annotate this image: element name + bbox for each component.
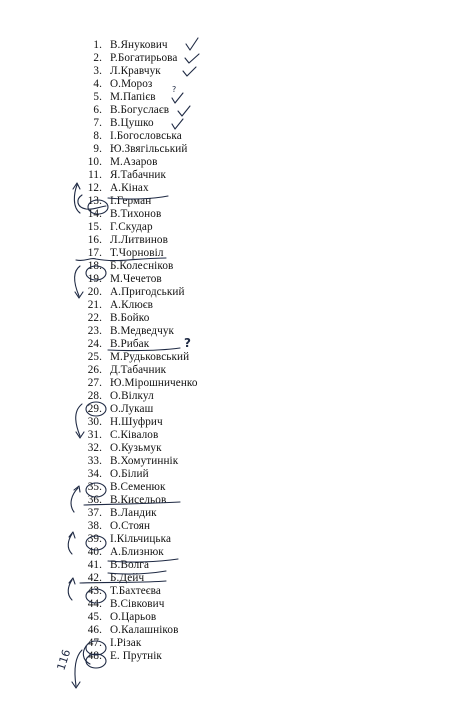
arrow-down-46 — [72, 650, 82, 688]
list-row-number: 47. — [87, 636, 102, 649]
check-mark-6 — [178, 106, 190, 116]
list-row-name: В.Рибак — [110, 337, 150, 350]
list-row-number: 13. — [87, 194, 102, 207]
list-row-number: 33. — [87, 454, 102, 467]
list-row-number: 42. — [87, 571, 102, 584]
list-row-number: 15. — [87, 220, 102, 233]
list-row-number: 36. — [87, 493, 102, 506]
list-row-name: М.Азаров — [110, 155, 158, 168]
list-row-name: С.Ківалов — [110, 428, 159, 441]
margin-number-116: 116 — [54, 647, 74, 672]
list-row-name: Г.Скудар — [110, 220, 153, 233]
list-row-number: 38. — [87, 519, 102, 532]
list-row-name: В.Ландик — [110, 506, 157, 519]
list-row-number: 27. — [87, 376, 102, 389]
list-row-number: 26. — [87, 363, 102, 376]
bracket-12-13 — [78, 195, 106, 209]
arrow-up-34 — [71, 486, 80, 512]
list-row-number: 1. — [93, 38, 102, 51]
list-row-number: 28. — [87, 389, 102, 402]
strike-17 — [76, 258, 166, 261]
list-row-number: 34. — [87, 467, 102, 480]
list-row-name: І.Герман — [110, 194, 152, 207]
list-row-name: І.Різак — [110, 636, 142, 649]
list-row-name: Д.Табачник — [110, 363, 167, 376]
list-row-name: О.Лукаш — [110, 402, 154, 415]
check-mark-2 — [185, 54, 199, 63]
list-row-name: М.Чечетов — [110, 272, 162, 285]
circle-38 — [86, 536, 106, 550]
list-row-name: В.Цушко — [110, 116, 154, 129]
circle-46 — [86, 641, 106, 655]
list-row-name: Е. Прутнік — [110, 649, 162, 662]
list-row-name: І.Богословська — [110, 129, 182, 142]
arrow-down-18 — [75, 266, 83, 298]
check-mark-5 — [172, 93, 183, 103]
list-row-number: 10. — [87, 155, 102, 168]
arrow-down-28 — [76, 404, 84, 438]
list-row-number: 25. — [87, 350, 102, 363]
list-row-number: 9. — [93, 142, 102, 155]
list-row-name: Т.Бахтеєва — [110, 584, 161, 597]
list-row-number: 35. — [87, 480, 102, 493]
list-row-number: 2. — [93, 51, 102, 64]
circle-42 — [86, 589, 106, 603]
circle-34 — [86, 483, 106, 497]
list-row-number: 30. — [87, 415, 102, 428]
list-row-name: В.Тихонов — [110, 207, 162, 220]
list-row-number: 18. — [87, 259, 102, 272]
list-row-name: В.Сівкович — [110, 597, 165, 610]
list-row-number: 21. — [87, 298, 102, 311]
bracket-46-47 — [83, 646, 90, 664]
list-row-name: О.Мороз — [110, 77, 153, 90]
list-row-number: 4. — [93, 77, 102, 90]
list-row-number: 19. — [87, 272, 102, 285]
list-row-name: А.Клюєв — [110, 298, 154, 311]
list-row-number: 46. — [87, 623, 102, 636]
underline-medvedchuk — [108, 348, 180, 351]
list-row-name: А.Кінах — [110, 181, 149, 194]
question-mark-small: ? — [172, 85, 177, 94]
list-row-name: О.Царьов — [110, 610, 157, 623]
list-row-number: 37. — [87, 506, 102, 519]
list-row-number: 17. — [87, 246, 102, 259]
list-row-number: 41. — [87, 558, 102, 571]
check-mark-3 — [183, 67, 196, 76]
list-row-name: В.Янукович — [110, 38, 168, 51]
list-row-name: В.Бойко — [110, 311, 150, 324]
list-row-name: В.Волга — [110, 558, 150, 571]
list-row-number: 45. — [87, 610, 102, 623]
list-row-name: О.Вілкул — [110, 389, 154, 402]
list-row-number: 29. — [87, 402, 102, 415]
list-row-name: Б.Дейч — [110, 571, 145, 584]
list-row-number: 22. — [87, 311, 102, 324]
list-row-number: 32. — [87, 441, 102, 454]
list-row-name: О.Калашніков — [110, 623, 179, 636]
circle-18 — [86, 266, 106, 280]
list-row-name: Ю.Звягільський — [110, 142, 188, 155]
circle-28 — [86, 402, 106, 416]
arrow-up-41 — [68, 578, 75, 600]
list-row-number: 11. — [88, 168, 102, 181]
list-row-name: В.Богуслаєв — [110, 103, 170, 116]
underline-kilchytska — [108, 559, 178, 562]
check-mark-1 — [186, 38, 198, 50]
list-row-name: Л.Литвинов — [110, 233, 168, 246]
list-row-name: Л.Кравчук — [110, 64, 161, 77]
list-row-name: М.Рудьковський — [110, 350, 190, 363]
list-row-name: В.Кисельов — [110, 493, 167, 506]
arrow-up-38 — [68, 532, 75, 554]
list-row-number: 40. — [87, 545, 102, 558]
list-row-number: 14. — [87, 207, 102, 220]
list-row-name: А.Пригодський — [110, 285, 185, 298]
list-row-name: Я.Табачник — [110, 168, 167, 181]
list-row-number: 8. — [93, 129, 102, 142]
list-row-name: Б.Колесніков — [110, 259, 174, 272]
list-row-name: Т.Чорновіл — [110, 246, 164, 259]
list-row-name: В.Семенюк — [110, 480, 166, 493]
list-row-number: 39. — [87, 532, 102, 545]
list-row-number: 43. — [87, 584, 102, 597]
underline-blyznyuk — [108, 571, 166, 574]
list-row-number: 12. — [87, 181, 102, 194]
list-row-number: 3. — [93, 64, 102, 77]
list-row-name: Ю.Мірошниченко — [110, 376, 198, 389]
question-mark-23: ? — [184, 336, 191, 350]
list-row-name: О.Кузьмук — [110, 441, 162, 454]
underline-kinakh — [108, 196, 168, 199]
list-row-name: А.Близнюк — [110, 545, 164, 558]
list-row-name: В.Хомутиннік — [110, 454, 179, 467]
circle-13 — [88, 200, 108, 214]
circle-47 — [86, 654, 106, 668]
list-row-name: Р.Богатирьова — [110, 51, 178, 64]
list-row-number: 44. — [87, 597, 102, 610]
strike-41 — [80, 581, 166, 583]
list-row-number: 23. — [87, 324, 102, 337]
list-row-number: 16. — [87, 233, 102, 246]
list-row-name: М.Папієв — [110, 90, 156, 103]
list-row-number: 48. — [87, 649, 102, 662]
list-row-name: О.Білий — [110, 467, 149, 480]
list-row-number: 7. — [93, 116, 102, 129]
list-row-number: 24. — [87, 337, 102, 350]
list-row-number: 31. — [87, 428, 102, 441]
strike-35 — [84, 502, 180, 505]
list-row-name: В.Медведчук — [110, 324, 175, 337]
list-row-number: 20. — [87, 285, 102, 298]
list-row-name: Н.Шуфрич — [110, 415, 163, 428]
list-row-name: О.Стоян — [110, 519, 151, 532]
check-mark-7 — [172, 119, 183, 129]
list-row-name: І.Кільчицька — [110, 532, 172, 545]
list-row-number: 5. — [93, 90, 102, 103]
list-row-number: 6. — [93, 103, 102, 116]
